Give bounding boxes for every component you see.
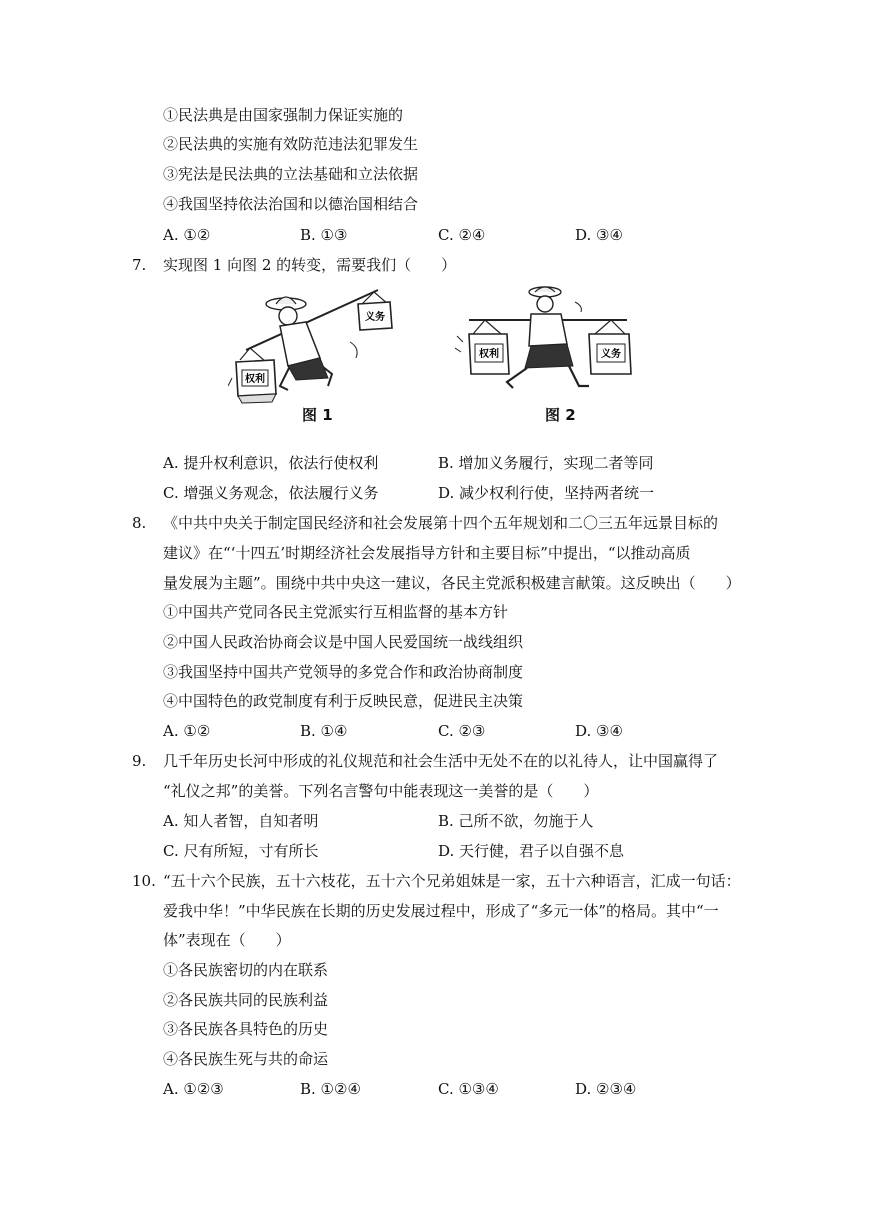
q6-statement-3: ③宪法是民法典的立法基础和立法依据 bbox=[163, 165, 419, 183]
q9-option-b: B. 己所不欲，勿施于人 bbox=[438, 812, 594, 830]
fig2-duties-label: 义务 bbox=[601, 349, 621, 360]
figure-2-caption: 图 2 bbox=[545, 406, 576, 424]
q6-statement-2: ②民法典的实施有效防范违法犯罪发生 bbox=[163, 135, 419, 153]
q9-stem-line-1: 几千年历史长河中形成的礼仪规范和社会生活中无处不在的以礼待人，让中国赢得了 bbox=[163, 752, 719, 770]
q10-stem-line-3: 体”表现在（ ） bbox=[163, 931, 291, 949]
figure-1-illustration bbox=[228, 282, 398, 412]
fig1-rights-label: 权利 bbox=[245, 374, 265, 385]
q8-stem-line-1: 《中共中央关于制定国民经济和社会发展第十四个五年规划和二〇三五年远景目标的 bbox=[163, 514, 719, 532]
q6-option-d: D. ③④ bbox=[575, 226, 623, 244]
q9-option-d: D. 天行健，君子以自强不息 bbox=[438, 842, 625, 860]
figure-1-caption: 图 1 bbox=[302, 406, 333, 424]
q7-number: 7. bbox=[132, 256, 147, 274]
q8-option-a: A. ①② bbox=[163, 722, 211, 740]
q10-statement-4: ④各民族生死与共的命运 bbox=[163, 1050, 329, 1068]
q8-stem-line-3: 量发展为主题”。围绕中共中央这一建议，各民主党派积极建言献策。这反映出（ ） bbox=[163, 574, 741, 592]
q8-option-b: B. ①④ bbox=[300, 722, 348, 740]
q8-number: 8. bbox=[132, 514, 147, 532]
q8-statement-4: ④中国特色的政党制度有利于反映民意，促进民主决策 bbox=[163, 692, 524, 710]
q7-option-d: D. 减少权利行使，坚持两者统一 bbox=[438, 484, 655, 502]
fig1-duties-label: 义务 bbox=[365, 312, 385, 323]
q9-option-a: A. 知人者智，自知者明 bbox=[163, 812, 319, 830]
q10-option-d: D. ②③④ bbox=[575, 1080, 637, 1098]
q6-option-c: C. ②④ bbox=[438, 226, 486, 244]
q6-option-b: B. ①③ bbox=[300, 226, 348, 244]
fig2-rights-label: 权利 bbox=[479, 349, 499, 360]
q8-statement-1: ①中国共产党同各民主党派实行互相监督的基本方针 bbox=[163, 603, 509, 621]
q7-option-b: B. 增加义务履行，实现二者等同 bbox=[438, 454, 654, 472]
q7-stem: 实现图 1 向图 2 的转变，需要我们（ ） bbox=[163, 256, 457, 274]
q10-option-b: B. ①②④ bbox=[300, 1080, 361, 1098]
q9-stem-line-2: “礼仪之邦”的美誉。下列名言警句中能表现这一美誉的是（ ） bbox=[163, 782, 599, 800]
q7-option-a: A. 提升权利意识，依法行使权利 bbox=[163, 454, 379, 472]
q10-statement-2: ②各民族共同的民族利益 bbox=[163, 991, 329, 1009]
q10-stem-line-2: 爱我中华！”中华民族在长期的历史发展过程中，形成了“多元一体”的格局。其中“一 bbox=[163, 902, 719, 920]
q10-stem-line-1: “五十六个民族，五十六枝花，五十六个兄弟姐妹是一家，五十六种语言，汇成一句话： bbox=[163, 872, 741, 890]
q6-option-a: A. ①② bbox=[163, 226, 211, 244]
q10-number: 10. bbox=[132, 872, 156, 890]
q8-stem-line-2: 建议》在“‘十四五’时期经济社会发展指导方针和主要目标”中提出，“以推动高质 bbox=[163, 544, 691, 562]
q7-option-c: C. 增强义务观念，依法履行义务 bbox=[163, 484, 379, 502]
q9-option-c: C. 尺有所短，寸有所长 bbox=[163, 842, 319, 860]
q10-option-a: A. ①②③ bbox=[163, 1080, 224, 1098]
q8-option-c: C. ②③ bbox=[438, 722, 486, 740]
q9-number: 9. bbox=[132, 752, 147, 770]
q10-option-c: C. ①③④ bbox=[438, 1080, 499, 1098]
q8-statement-2: ②中国人民政治协商会议是中国人民爱国统一战线组织 bbox=[163, 633, 524, 651]
q6-statement-4: ④我国坚持依法治国和以德治国相结合 bbox=[163, 195, 419, 213]
q8-statement-3: ③我国坚持中国共产党领导的多党合作和政治协商制度 bbox=[163, 663, 524, 681]
figure-2-illustration bbox=[455, 282, 640, 412]
q8-option-d: D. ③④ bbox=[575, 722, 623, 740]
q10-statement-3: ③各民族各具特色的历史 bbox=[163, 1020, 329, 1038]
q6-statement-1: ①民法典是由国家强制力保证实施的 bbox=[163, 106, 404, 124]
q10-statement-1: ①各民族密切的内在联系 bbox=[163, 961, 329, 979]
